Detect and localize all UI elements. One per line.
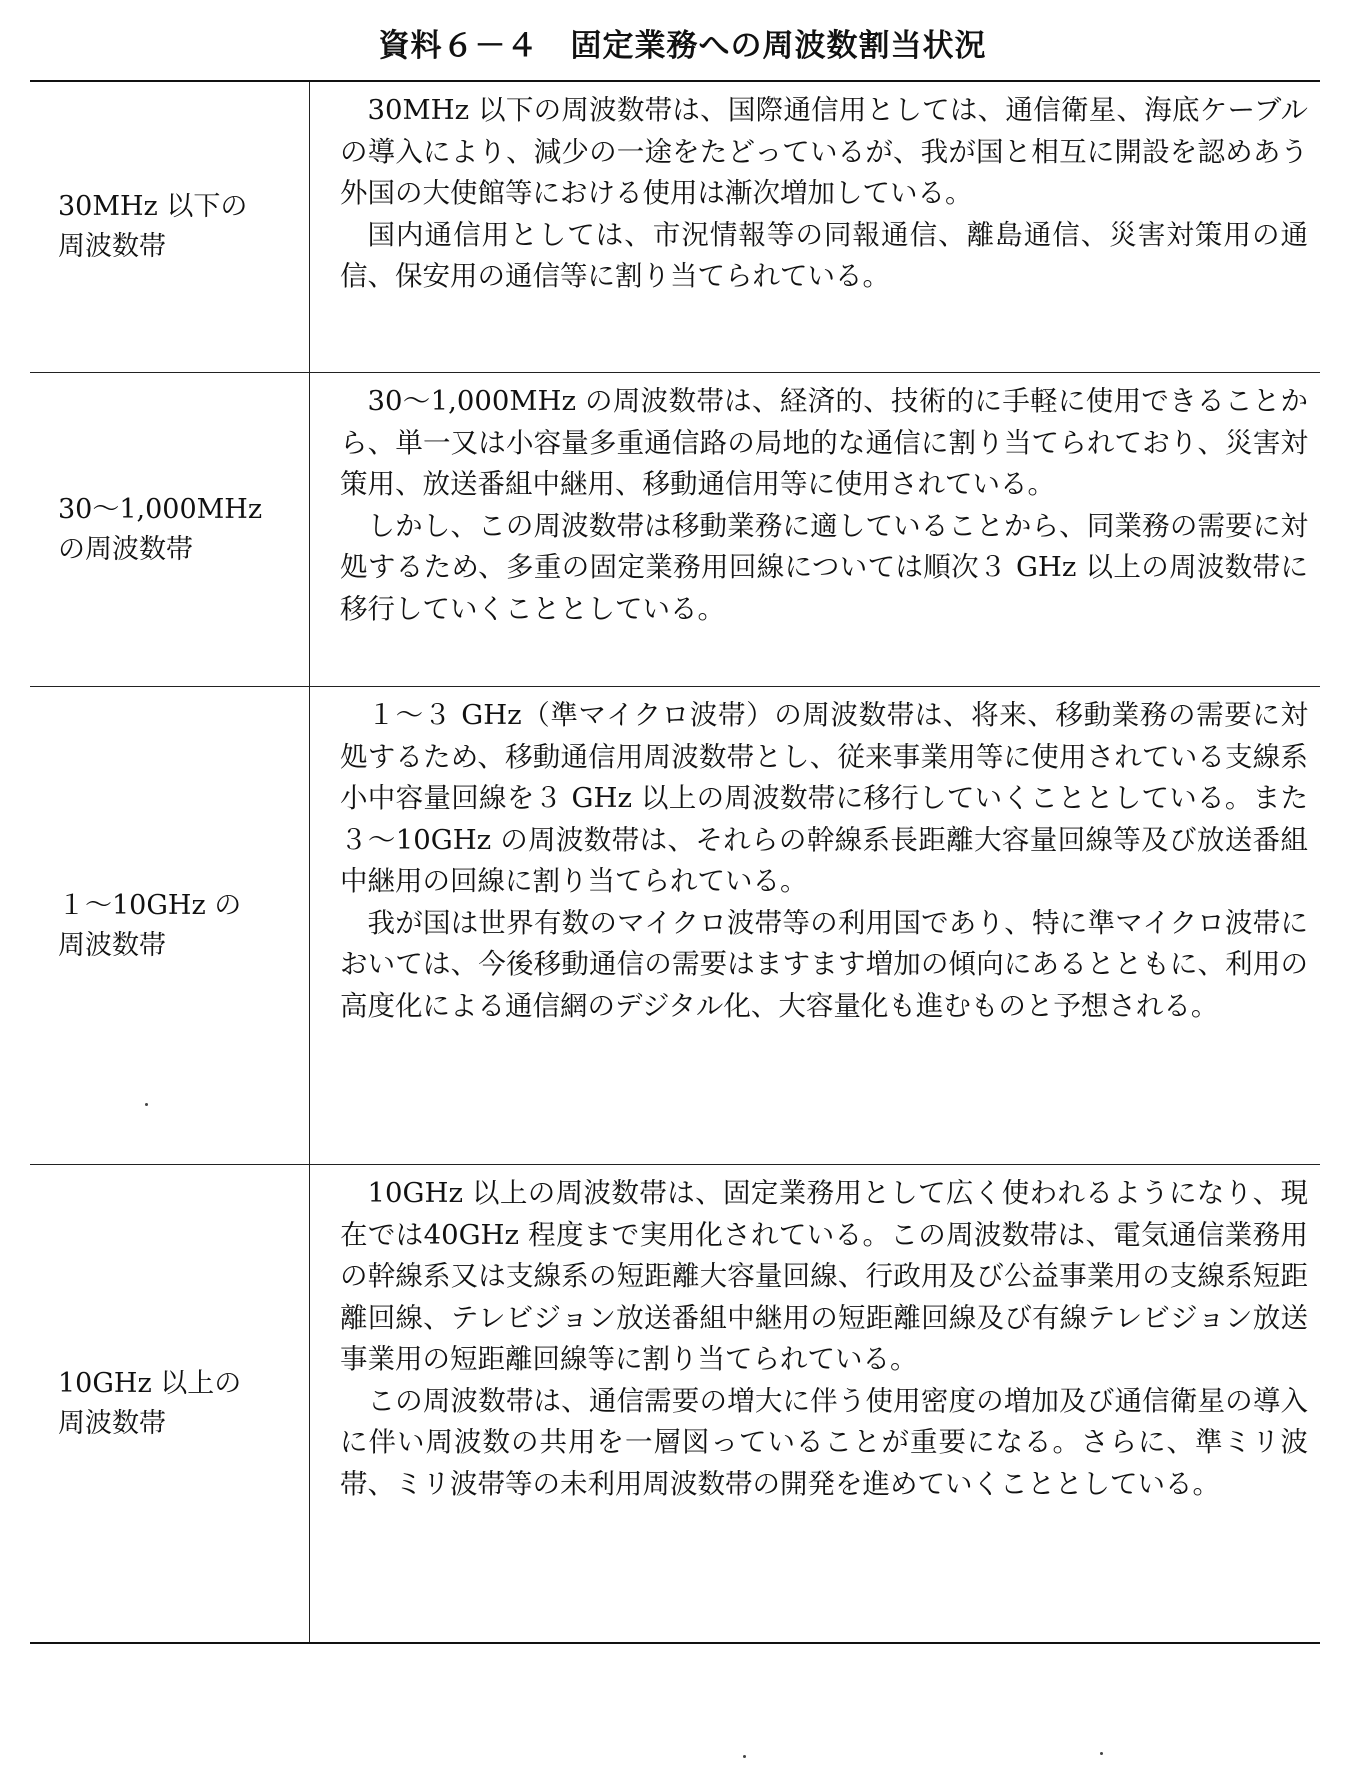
row-label-text: 30MHz 以下の 周波数帯	[58, 191, 248, 262]
table-row-30mhz-below	[30, 82, 1320, 373]
paragraph: 10GHz 以上の周波数帯は、固定業務用として広く使われるようになり、現在では40GHz 程度まで実用化されている。この周波数帯は、電気通信業務用の幹線系又は支線系の短距離大容量回線、行政用及び公益事業用の支線系短距離回線、テレビジョン放送番組中継用の短距離回線及び有線テレビジョン放送事業用の短距離回線等に割り当てられている。	[340, 1177, 1308, 1375]
table-row-1-10ghz	[30, 687, 1320, 1165]
table-row-10ghz-above	[30, 1165, 1320, 1642]
row-label-text: １～10GHz の 周波数帯	[58, 889, 242, 961]
row-label-text: 30～1,000MHz の周波数帯	[58, 493, 263, 565]
row-description	[310, 687, 1320, 1164]
row-label	[30, 1165, 310, 1642]
paragraph: この周波数帯は、通信需要の増大に伴う使用密度の増加及び通信衛星の導入に伴い周波数の共用を一層図っていることが重要になる。さらに、準ミリ波帯、ミリ波帯等の未利用周波数帯の開発を進めていくこととしている。	[340, 1384, 1308, 1500]
paragraph: 30～1,000MHz の周波数帯は、経済的、技術的に手軽に使用できることから、単一又は小容量多重通信路の局地的な通信に割り当てられており、災害対策用、放送番組中継用、移動通信用等に使用されている。	[340, 385, 1308, 500]
row-description	[310, 373, 1320, 686]
row-label	[30, 82, 310, 372]
row-description	[310, 1165, 1320, 1642]
row-description	[310, 82, 1320, 372]
paragraph: 30MHz 以下の周波数帯は、国際通信用としては、通信衛星、海底ケーブルの導入により、減少の一途をたどっているが、我が国と相互に開設を認めあう外国の大使館等における使用は漸次増加している。	[340, 94, 1308, 209]
scan-speck	[743, 1755, 746, 1758]
paragraph: 国内通信用としては、市況情報等の同報通信、離島通信、災害対策用の通信、保安用の通信等に割り当てられている。	[340, 218, 1308, 292]
page-title: 資料６－４ 固定業務への周波数割当状況	[378, 28, 987, 64]
table-row-30-1000mhz	[30, 373, 1320, 687]
row-label	[30, 687, 310, 1164]
paragraph: １～３ GHz（準マイクロ波帯）の周波数帯は、将来、移動業務の需要に対処するため、移動通信用周波数帯とし、従来事業用等に使用されている支線系小中容量回線を３ GHz 以上の周波数帯に移行していくこととしている。また３～10GHz の周波数帯は、それらの幹線系長距離大容量回線等及び放送番組中継用の回線に割り当てられている。	[340, 699, 1308, 897]
paragraph: 我が国は世界有数のマイクロ波帯等の利用国であり、特に準マイクロ波帯においては、今後移動通信の需要はますます増加の傾向にあるとともに、利用の高度化による通信網のデジタル化、大容量化も進むものと予想される。	[340, 906, 1308, 1022]
paragraph: しかし、この周波数帯は移動業務に適していることから、同業務の需要に対処するため、多重の固定業務用回線については順次３ GHz 以上の周波数帯に移行していくこととしている。	[340, 509, 1308, 625]
row-label	[30, 373, 310, 686]
row-label-text: 10GHz 以上の 周波数帯	[58, 1367, 242, 1439]
scan-speck	[1100, 1752, 1103, 1755]
frequency-allocation-table	[30, 80, 1320, 1644]
scan-speck	[145, 1103, 148, 1106]
